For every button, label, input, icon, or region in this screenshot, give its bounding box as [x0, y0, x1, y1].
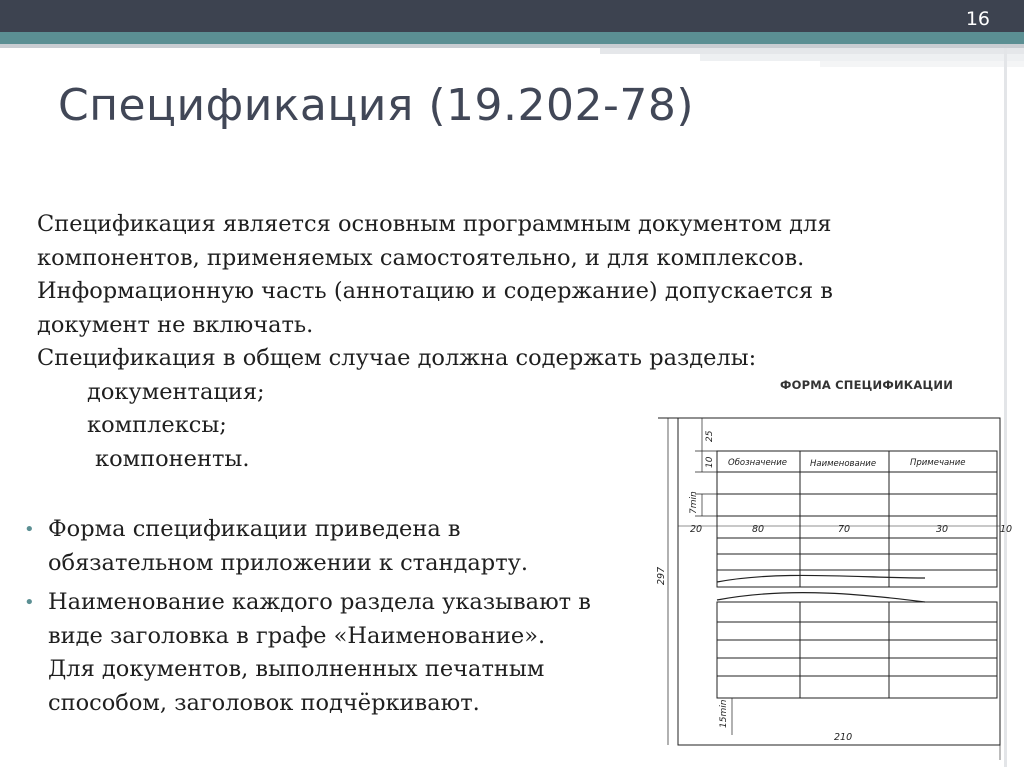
- dimension-label: 210: [834, 732, 853, 743]
- bullet-item: [22, 586, 662, 720]
- dimension-label: 15min: [719, 699, 729, 728]
- dimension-label: 80: [752, 524, 765, 535]
- specification-form-drawing: [640, 410, 1020, 767]
- header-stripe: [700, 54, 1024, 61]
- column-header: Наименование: [810, 459, 877, 469]
- column-header: Примечание: [910, 458, 966, 468]
- dimension-label: 70: [838, 524, 851, 535]
- dimension-label: 10: [1000, 524, 1013, 535]
- paragraph-line: Информационную часть (аннотацию и содержание) допускается в: [37, 278, 833, 304]
- section-item: компоненты.: [95, 445, 250, 472]
- paragraph-line: Спецификация в общем случае должна содержать разделы:: [37, 345, 757, 371]
- paragraph-line: компонентов, применяемых самостоятельно, и для комплексов.: [37, 244, 805, 271]
- section-item: документация;: [87, 378, 265, 405]
- bullet-line: Форма спецификации приведена в: [48, 516, 461, 542]
- page-number: 16: [965, 8, 990, 30]
- bullet-item: [22, 513, 662, 580]
- section-item: комплексы;: [87, 412, 227, 438]
- header-accent-band: [0, 32, 1024, 44]
- bullet-line: виде заголовка в графе «Наименование».: [48, 622, 546, 649]
- dimension-label: 20: [690, 524, 703, 535]
- dimension-label: 7min: [689, 491, 699, 514]
- dimension-label: 25: [705, 430, 715, 442]
- bullet-dot-icon: •: [24, 519, 35, 540]
- dimension-label: 10: [705, 456, 715, 468]
- dimension-label: 30: [936, 524, 949, 535]
- bullet-line: способом, заголовок подчёркивают.: [48, 689, 480, 716]
- bullet-list: [22, 513, 662, 726]
- bullet-dot-icon: •: [24, 592, 35, 613]
- dimension-label: 297: [656, 566, 667, 585]
- lower-table-outline: [717, 602, 997, 698]
- paragraph-line: Спецификация является основным программным документом для: [37, 211, 832, 237]
- upper-table-outline: [717, 451, 997, 587]
- slide-title: Спецификация (19.202-78): [58, 80, 695, 131]
- column-header: Обозначение: [728, 458, 787, 468]
- bullet-line: Наименование каждого раздела указывают в: [48, 589, 591, 615]
- bullet-line: обязательном приложении к стандарту.: [48, 549, 529, 576]
- form-title: ФОРМА СПЕЦИФИКАЦИИ: [780, 378, 954, 392]
- header-band: [0, 0, 1024, 32]
- bullet-line: Для документов, выполненных печатным: [48, 656, 545, 682]
- paragraph-line: документ не включать.: [37, 311, 314, 338]
- header-stripe: [820, 61, 1024, 67]
